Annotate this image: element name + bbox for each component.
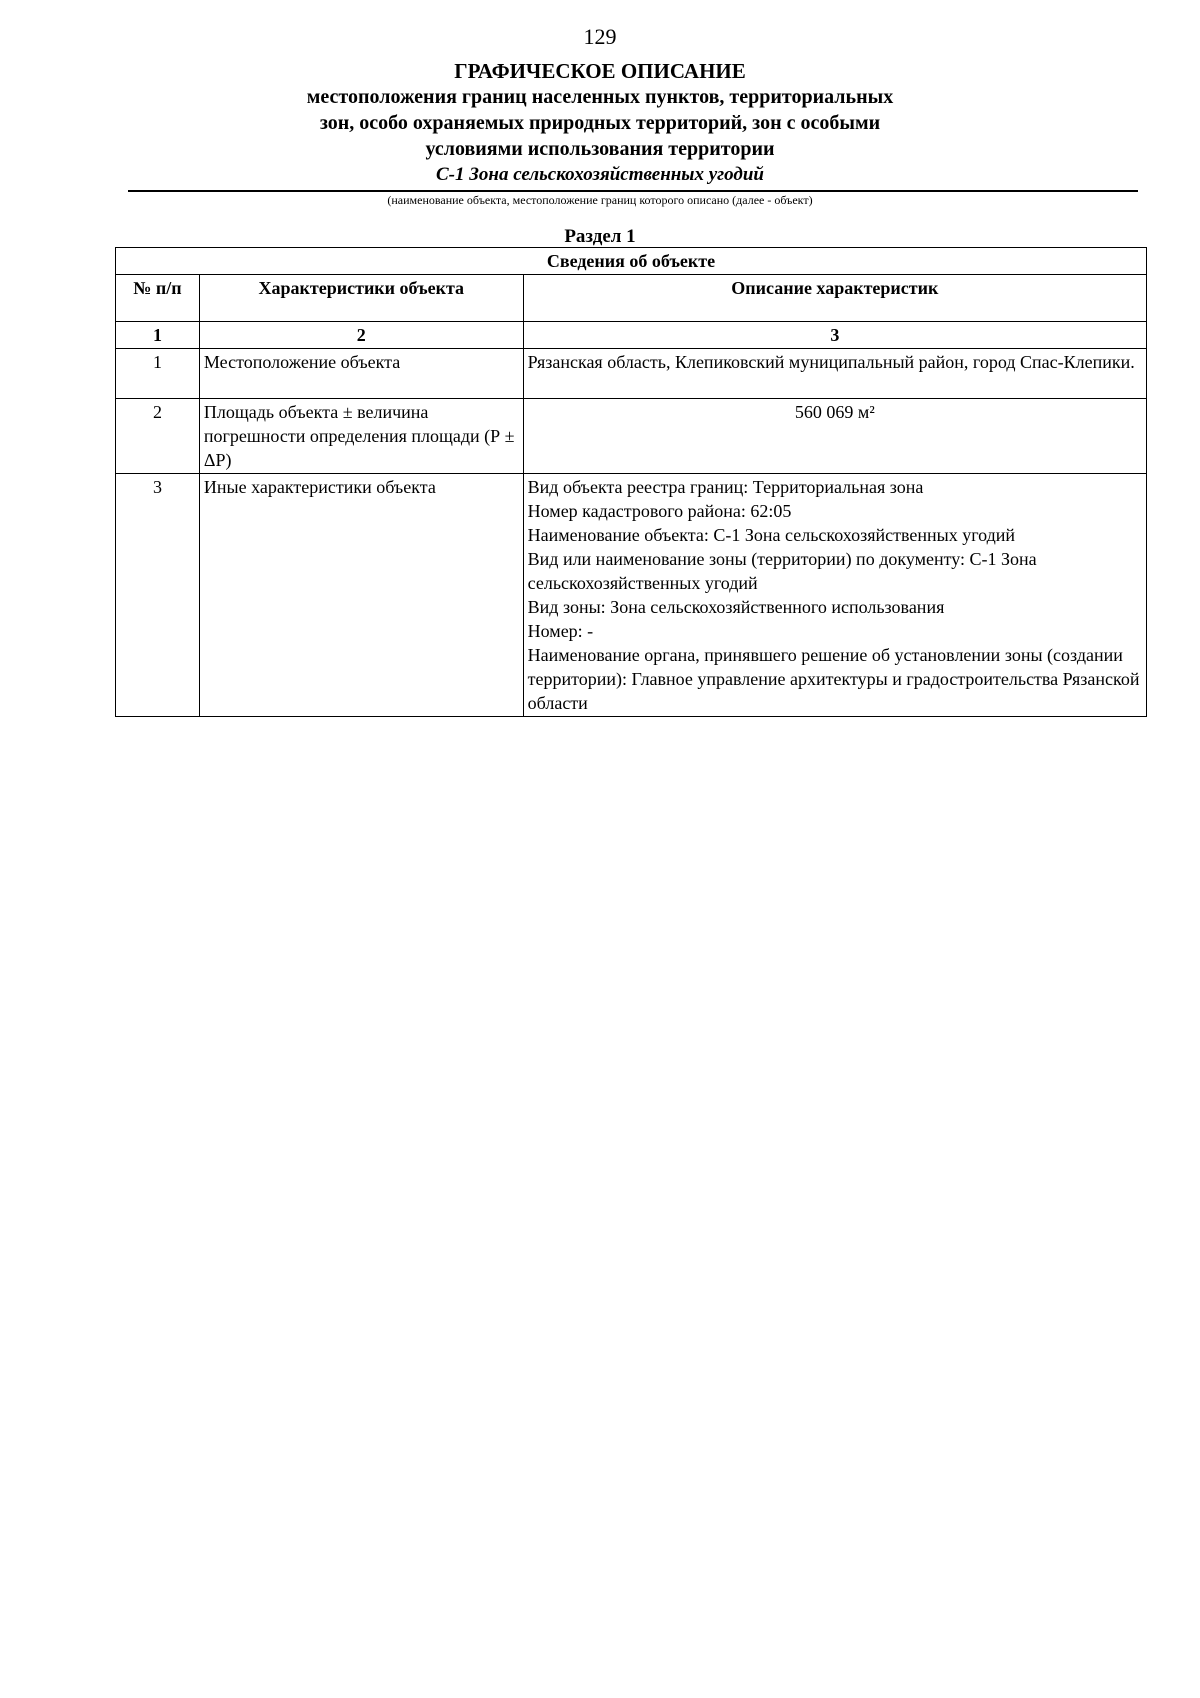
description-line: Наименование органа, принявшего решение об установлении зоны (создании территории): Главное управление архитектуры и градостроительства Рязанской области [527,645,1140,713]
object-name-underline [128,190,1138,192]
column-number: 3 [523,322,1146,349]
document-subtitle-line: зон, особо охраняемых природных территорий, зон с особыми [319,112,881,134]
description-line: Номер: - [527,621,594,641]
document-subtitle-line: местоположения границ населенных пунктов, территориальных [306,86,894,108]
object-name: С-1 Зона сельскохозяйственных угодий [436,164,764,185]
table-caption-row [116,248,1147,275]
description-line: Вид объекта реестра границ: Территориальная зона [527,477,924,497]
row-description: 560 069 м² [523,399,1146,474]
row-description [523,474,1146,717]
description-line: Вид зоны: Зона сельскохозяйственного использования [527,597,945,617]
table-row [116,349,1147,399]
description-line: Номер кадастрового района: 62:05 [527,501,792,521]
row-number: 2 [116,399,200,474]
row-characteristic: Местоположение объекта [199,349,523,399]
header-num: № п/п [116,275,200,322]
object-name-caption: (наименование объекта, местоположение границ которого описано (далее - объект) [387,193,813,207]
title-block [0,58,1200,162]
document-title: ГРАФИЧЕСКОЕ ОПИСАНИЕ [454,59,746,83]
row-description: Рязанская область, Клепиковский муниципальный район, город Спас-Клепики. [523,349,1146,399]
row-number: 1 [116,349,200,399]
column-number: 2 [199,322,523,349]
page-number: 129 [583,24,617,49]
object-info-table [115,247,1147,717]
table-row [116,399,1147,474]
row-number: 3 [116,474,200,717]
document-subtitle-line: условиями использования территории [425,138,775,160]
row-characteristic: Площадь объекта ± величина погрешности определения площади (Р ± ΔР) [199,399,523,474]
header-description: Описание характеристик [523,275,1146,322]
table-caption: Сведения об объекте [116,248,1147,275]
section-title: Раздел 1 [564,226,636,247]
column-number-row [116,322,1147,349]
header-characteristic: Характеристики объекта [199,275,523,322]
table-header-row [116,275,1147,322]
row-characteristic: Иные характеристики объекта [199,474,523,717]
table-row [116,474,1147,717]
column-number: 1 [116,322,200,349]
description-line: Наименование объекта: С-1 Зона сельскохозяйственных угодий [527,525,1016,545]
description-line: Вид или наименование зоны (территории) по документу: С-1 Зона сельскохозяйственных угодий [527,549,1037,593]
